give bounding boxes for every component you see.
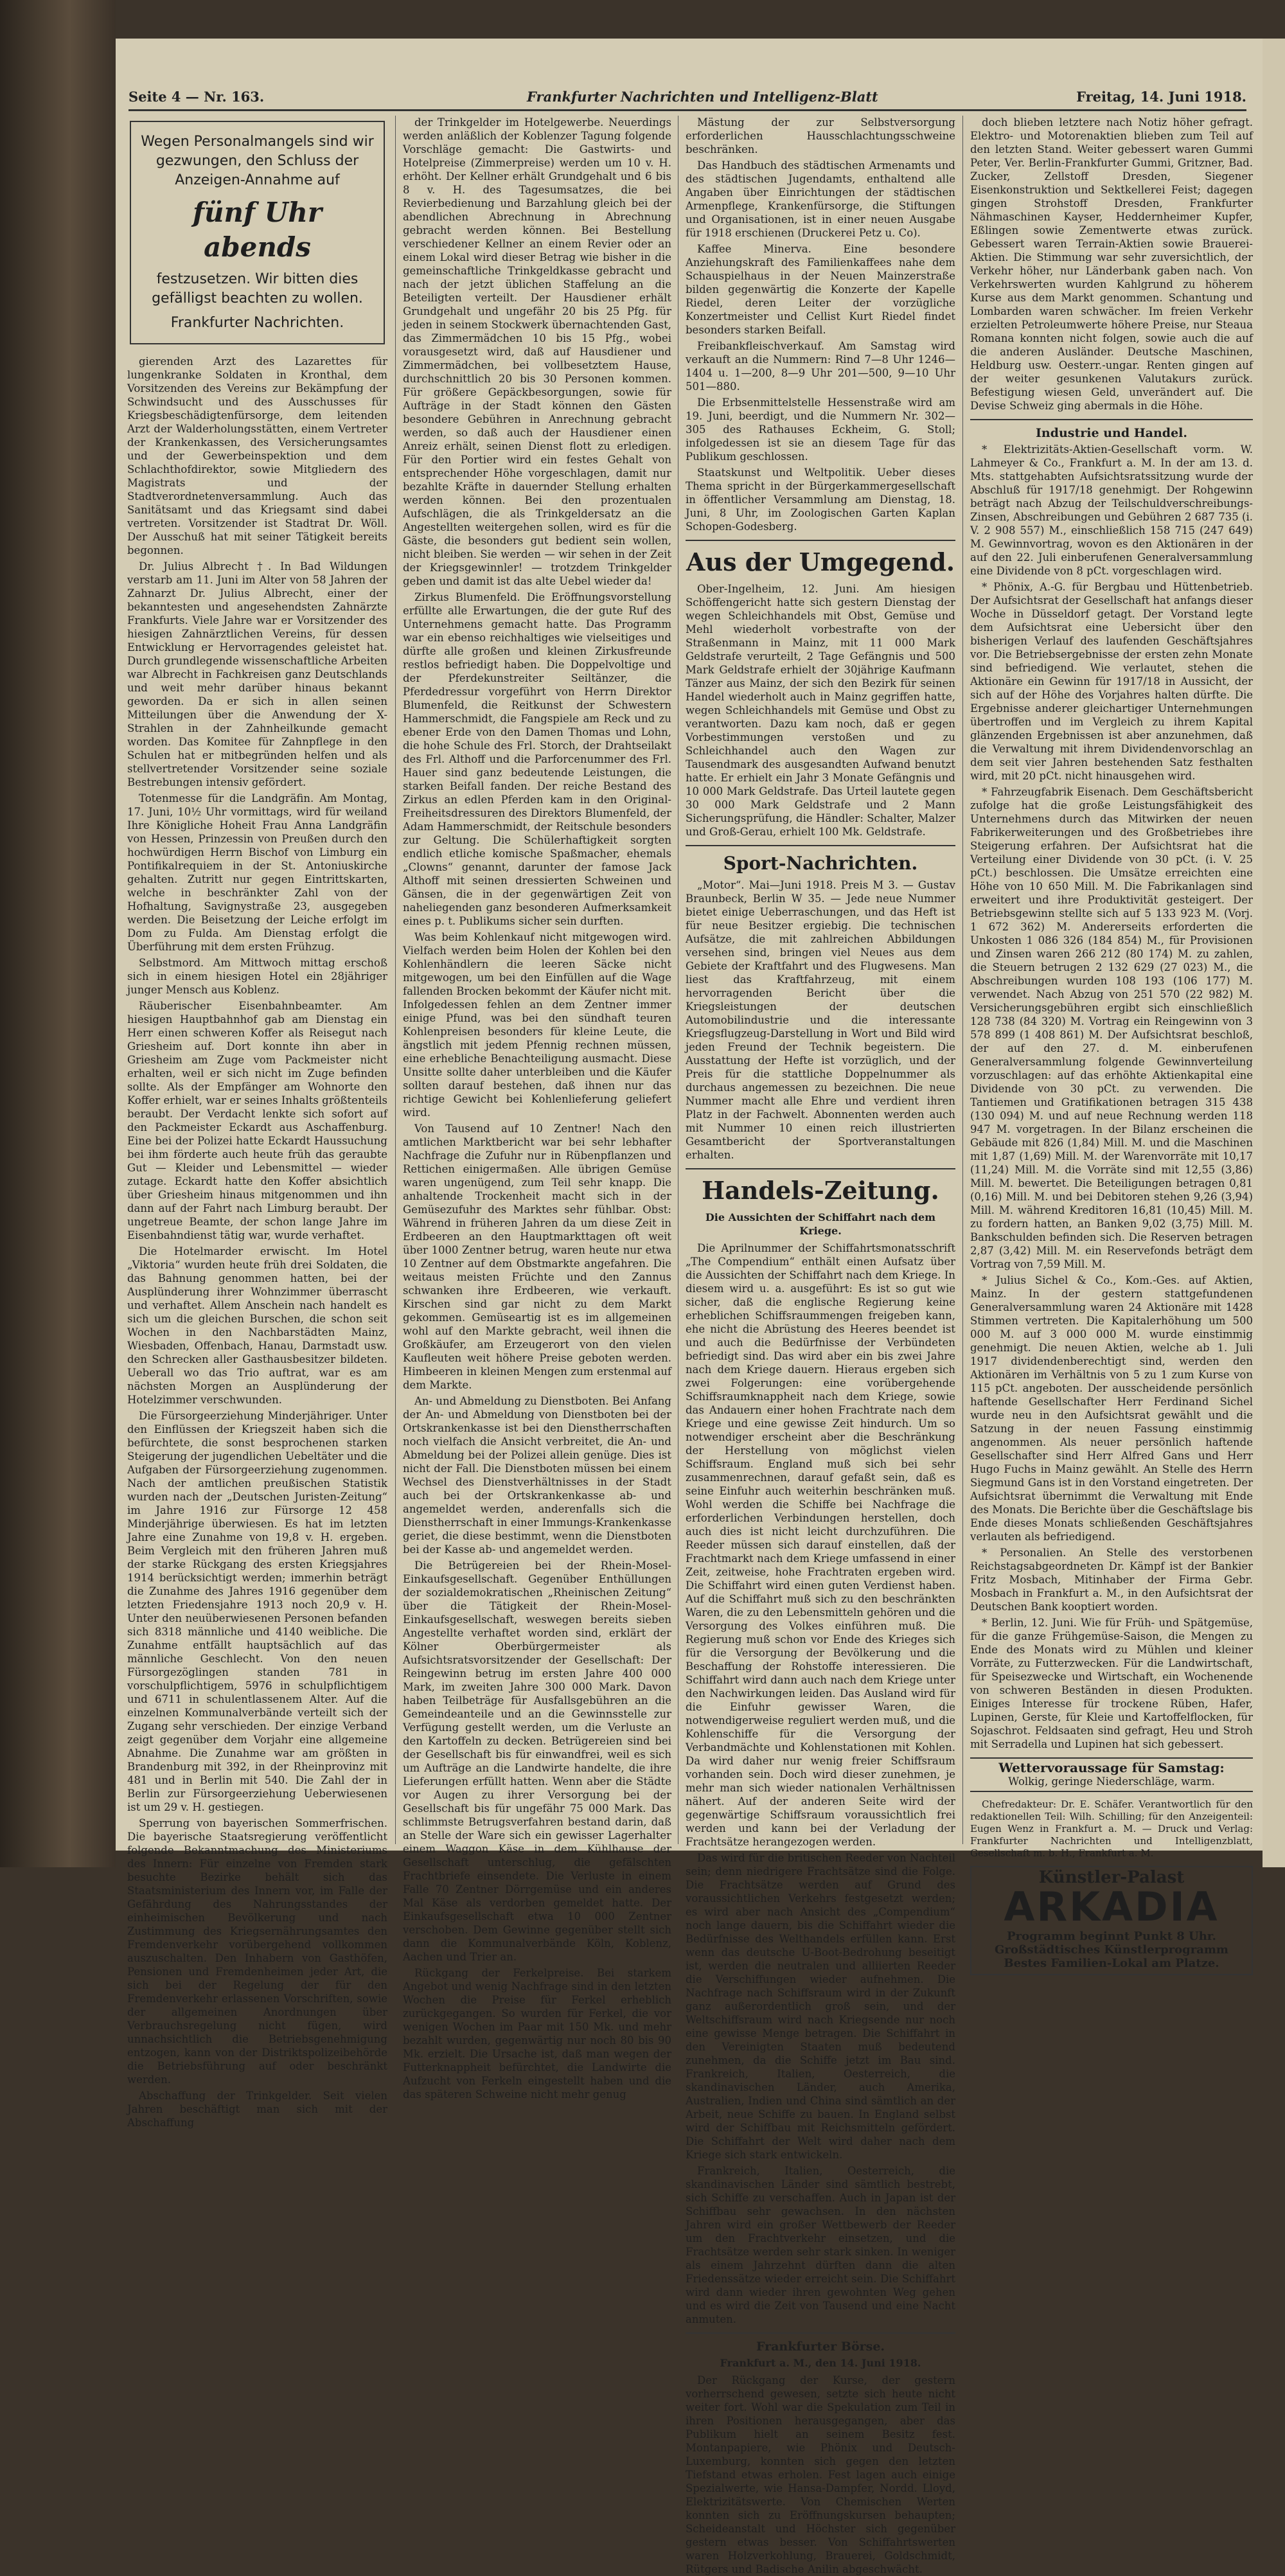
article-paragraph: * Julius Sichel & Co., Kom.-Ges. auf Aktien, Mainz. In der gestern stattgefundenen Generalversammlung waren 24 Aktionäre mit 1428 Stimmen vertreten. Die Kapitalerhöhung um 500 000 M. auf 3 000 000 M. wurde einstimmig genehmigt. Die neuen Aktien, welche ab 1. Juli 1917 dividendenberechtigt sind, werden den Aktionären im Verhältnis von 5 zu 1 zum Kurse von 115 pCt. angeboten. Der ausscheidende persönlich haftende Gesellschafter Herr Ferdinand Sichel wurde neu in den Aufsichtsrat gewählt und die Satzung in der neuen Fassung einstimmig angenommen. Als neuer persönlich haftende Gesellschafter sind Herr Alfred Gans und Herr Hugo Fuchs in Mainz gewählt. An Stelle des Herrn Siegmund Gans ist in den Vorstand eingetreten. Der Aufsichtsrat übernimmt die Verwaltung mit Ende des Monats. Die Berichte über die Geschäftslage bis Ende dieses Monats schließenden Geschäftsjahres verlauten als befriedigend. <box>970 1274 1253 1543</box>
article-paragraph: Die Hotelmarder erwischt. Im Hotel „Viktoria“ wurden heute früh drei Soldaten, die das Bahnung genommen hatten, bei der Ausplünderung ihrer Wohnzimmer überrascht und verhaftet. Allem Anschein nach handelt es sich um die gleichen Burschen, die schon seit Wochen in den Nachbarstädten Mainz, Wiesbaden, Offenbach, Hanau, Darmstadt usw. den Schrecken aller Gasthausbesitzer bildeten. Ueberall wo das Trio auftrat, war es am nächsten Morgen an Ausplünderung der Hotelzimmer verschwunden. <box>127 1245 387 1406</box>
column-divider <box>962 116 963 1844</box>
ad-title: ARKADIA <box>1004 1883 1219 1930</box>
ad-line: Großstädtisches Künstlerprogramm <box>995 1943 1228 1957</box>
article-paragraph: Selbstmord. Am Mittwoch mittag erschoß sich in einem hiesigen Hotel ein 28jähriger junger Mensch aus Koblenz. <box>127 957 387 996</box>
section-rule <box>686 2332 955 2334</box>
adjacent-page-edge <box>1263 39 1285 1867</box>
article-paragraph: doch blieben letztere nach Notiz höher gefragt. Elektro- und Motorenaktien blieben zum Teil auf den letzten Stand. Weiter gebessert waren Gummi Peter, Ver. Berlin-Frankfurter Gummi, Gritzner, Bad. Zucker, Zellstoff Dresden, Siegener Eisenkonstruktion und Sektkellerei Feist; dagegen gingen Strohstoff Dresden, Frankfurter Nähmaschinen Kayser, Heddernheimer Kupfer, Eßlingen sowie Zementwerte etwas zurück. Gebessert waren Terrain-Aktien sowie Brauerei-Aktien. Die Stimmung war sehr zuversichtlich, der Verkehr höher, nur Länderbank gaben nach. Von Verkehrswerten wurden Kahlgrund zu höherem Kurse aus dem Markt genommen. Schantung und Lombarden waren schwächer. Im freien Verkehr erzielten Petroleumwerte höhere Preise, nur Steaua Romana konnten nicht folgen, sowie auch die auf die anderen Ausländer. Deutsche Maschinen, Heldburg usw. Oesterr.-ungar. Renten gingen auf der weiter gesunkenen Valutakurs zurück. Befestigung wiesen Geld, unverändert auf. Die Devise Schweiz ging abermals in die Höhe. <box>970 116 1253 412</box>
article-paragraph: * Elektrizitäts-Aktien-Gesellschaft vorm. W. Lahmeyer & Co., Frankfurt a. M. In der am 13. d. Mts. stattgehabten Aufsichtsratssitzung wurde der Abschluß für 1917/18 genehmigt. Der Rohgewinn beträgt nach Abzug der Teilschuldverschreibungs-Zinsen, Abschreibungen und Gebühren 2 687 735 (i. V. 2 908 557) M., einschließlich 158 715 (247 649) M. Gewinnvortrag, wovon es den Aktionären in der auf den 22. Juli einberufenen Generalversammlung eine Dividende von 8 pCt. vorgeschlagen wird. <box>970 443 1253 577</box>
article-paragraph: Kaffee Minerva. Eine besondere Anziehungskraft des Familienkaffees nahe dem Schauspielhaus in der Neuen Mainzerstraße bilden gegenwärtig die Konzerte der Kapelle Riedel, deren Leiter der vorzügliche Konzertmeister und Cellist Kurt Riedel findet besonders starken Beifall. <box>686 243 955 336</box>
section-rule <box>686 1168 955 1169</box>
weather-box <box>970 1757 1253 1792</box>
page-header <box>128 89 1246 108</box>
article-paragraph: * Personalien. An Stelle des verstorbenen Reichstagsabgeordneten Dr. Kämpf ist der Bankier Fritz Mosbach, Mitinhaber der Firma Gebr. Mosbach in Frankfurt a. M., in den Aufsichtsrat der Deutschen Bank kooptiert worden. <box>970 1547 1253 1613</box>
weather-title: Wettervoraussage für Samstag: <box>998 1760 1225 1775</box>
article-paragraph: An- und Abmeldung zu Dienstboten. Bei Anfang der An- und Abmeldung von Dienstboten bei der Ortskrankenkasse ist bei den Dienstherrschaften noch vielfach die Ansicht verbreitet, die An- und Abmeldung bei der Polizei allein genüge. Dies ist nicht der Fall. Die Dienstboten müssen bei einem Wechsel des Dienstverhältnisses in der Stadt auch bei der Ortskrankenkasse ab- und angemeldet werden, anderenfalls sich die Dienstherrschaft in einer Immungs-Krankenkasse geriet, die diese bestimmt, wenn die Dienstboten bei der Kasse ab- und angemeldet werden. <box>403 1395 671 1556</box>
ad-line: Bestes Familien-Lokal am Platze. <box>1004 1957 1219 1970</box>
imprint: Chefredakteur: Dr. E. Schäfer. Verantwortlich für den redaktionellen Teil: Wilh. Schilling; für den Anzeigenteil: Eugen Wenz in Frankfurt a. M. — Druck und Verlag: Frankfurter Nachrichten und Intelligenzblatt, Gesellschaft m. b. H., Frankfurt a. M. <box>970 1799 1253 1859</box>
arkadia-advertisement <box>970 1866 1253 1975</box>
section-rule <box>686 540 955 541</box>
header-rule <box>128 109 1246 111</box>
header-masthead: Frankfurter Nachrichten und Intelligenz-Blatt <box>527 89 878 105</box>
article-paragraph: Das wird für die britischen Reeder von Nachteil sein; denn niedrigere Frachtsätze sind die Folge. Die Frachtsätze werden auf Grund des voraussichtlichen Verkehrs festgesetzt werden; es wird aber nach Ansicht des „Compendium“ noch lange dauern, bis die Schiffahrt wieder die Bedürfnisse des Welthandels erfüllen kann. Erst wenn das deutsche U-Boot-Bedrohung beseitigt ist, werden die neutralen und alliierten Reeder die Verschiffungen wieder aufnehmen. Die Nachfrage nach Schiffsraum wird in der Zukunft ganz außerordentlich groß sein, und der Weltschiffsraum wird nach Kriegsende nur noch eine gewisse Menge betragen. Die Schiffahrt in den Vereinigten Staaten muß bedeutend zunehmen, da die Schiffe jetzt im Bau sind. Frankreich, Italien, Oesterreich, die skandinavischen Länder, auch Amerika, Australien, Indien und China sind sämtlich an der Arbeit, neue Schiffe zu bauen. In England selbst wird der Schiffbau mit Reichsmitteln gefördert. Die Schiffahrt der Welt wird daher nach dem Kriege sich stark entwickeln. <box>686 1852 955 2161</box>
article-paragraph: * Fahrzeugfabrik Eisenach. Dem Geschäftsbericht zufolge hat die große Leistungsfähigkeit des Unternehmens durch das Mitwirken der neuen Fabrikerweiterungen und des Großbetriebes ihre Steigerung erfahren. Der Aufsichtsrat hat die Verteilung einer Dividende von 30 pCt. (i. V. 25 pCt.) beschlossen. Die Umsätze erreichten eine Höhe von 10 650 Mill. M. Die Fabrikanlagen sind erweitert und ihre Produktivität gesteigert. Der Betriebsgewinn stellte sich auf 5 133 923 M. (Vorj. 1 672 362) M. Andererseits erforderten die Unkosten 1 086 326 (184 854) M., für Provisionen und Zinsen waren 266 212 (80 174) M. zu zahlen, die Steuern betrugen 2 132 629 (27 023) M., die Abschreibungen wurden 108 193 (106 177) M. verwendet. Nach Abzug von 251 570 (22 982) M. Versicherungsgebühren ergibt sich einschließlich 128 738 (84 320) M. Vortrag ein Reingewinn von 3 578 899 (1 408 861) M. Der Aufsichtsrat beschloß, der auf den 27. d. M. einberufenen Generalversammlung folgende Gewinnverteilung vorzuschlagen: auf das erhöhte Aktienkapital eine Dividende von 30 pCt. zu verwenden. Die Tantiemen und Gratifikationen betragen 315 438 (130 094) M. und auf neue Rechnung werden 118 947 M. vorgetragen. In der Bilanz erscheinen die Gebäude mit 826 (1,84) Mill. M. und die Maschinen mit 1,87 (1,69) Mill. M. der Warenvorräte mit 10,17 (11,24) Mill. M. die Vorräte sind mit 12,55 (3,86) Mill. M. bewertet. Die Beteiligungen betragen 0,81 (0,16) Mill. M. und bei Debitoren stehen 9,26 (3,94) Mill. M. während Kreditoren 16,81 (10,45) Mill. M. zu fordern hatten, an Banken 9,02 (3,75) Mill. M. Bankschulden befinden sich. Die Reserven betragen 2,87 (3,42) Mill. M. ein Reservefonds beträgt dem Vortrag von 7,59 Mill. M. <box>970 786 1253 1270</box>
notice-signature: Frankfurter Nachrichten. <box>170 315 344 331</box>
article-paragraph: Die Erbsenmittelstelle Hessenstraße wird am 19. Juni, beerdigt, und die Nummern Nr. 302—305 des Rathauses Eckheim, G. Stoll; infolgedessen ist sie an diesem Tage für das Publikum geschlossen. <box>686 396 955 463</box>
article-paragraph: Rückgang der Ferkelpreise. Bei starkem Angebot und wenig Nachfrage sind in den letzten Wochen die Preise für Ferkel erheblich zurückgegangen. So wurden für Ferkel, die vor wenigen Wochen im Paar mit 150 Mk. und mehr bezahlt wurden, gegenwärtig nur noch 80 bis 90 Mk. erzielt. Die Ursache ist, daß man wegen der Futterknappheit befürchtet, die Landwirte die Aufzucht von Ferkeln eingestellt haben und die das späteren Schweine nicht mehr genug <box>403 1967 671 2101</box>
article-paragraph: „Motor“. Mai—Juni 1918. Preis M 3. — Gustav Braunbeck, Berlin W 35. — Jede neue Nummer bietet einige Ueberraschungen, und das Heft ist für neue Besitzer ergiebig. Die technischen Aufsätze, die mit zahlreichen Abbildungen versehen sind, bringen viel Neues aus dem Gebiete der Kraftfahrt und des Flugwesens. Man liest das Kraftfahrzeug, mit einem hervorragenden Bericht über die Kriegsleistungen der deutschen Automobilindustrie und die interessante Kriegsflugzeug-Darstellung in Wort und Bild wird jeden Freund der Technik begeistern. Die Ausstattung der Hefte ist vorzüglich, und der Preis für die stattliche Doppelnummer als durchaus angemessen zu bezeichnen. Die neue Nummer macht alle Ehre und verdient ihren Platz in der Fachwelt. Abonnenten werden auch mit Nummer 10 einen reich illustrierten Gesamtbericht der Sportveranstaltungen erhalten. <box>686 879 955 1161</box>
article-paragraph: Das Handbuch des städtischen Armenamts und des städtischen Jugendamts, enthaltend alle Angaben über Einrichtungen der städtischen Armenpflege, Krankenfürsorge, die Stiftungen und Organisationen, ist in einer neuen Ausgabe für 1918 erschienen (Druckerei Petz u. Co). <box>686 159 955 239</box>
notice-line1: Wegen Personalmangels sind wir gezwungen, den Schluss der Anzeigen-Annahme auf <box>141 134 374 188</box>
header-date: Freitag, 14. Juni 1918. <box>1076 89 1246 105</box>
article-paragraph: Die Aprilnummer der Schiffahrtsmonatsschrift „The Compendium“ enthält einen Aufsatz über die Aussichten der Schiffahrt nach dem Kriege. In diesem wird u. a. ausgeführt: Es ist so gut wie sicher, daß die englische Regierung keine erheblichen Schiffsraummengen freigeben kann, ehe nicht die Abrüstung des Heeres beendet ist und auch die Bedürfnisse der Verbündeten befriedigt sind. Das wird aber ein bis zwei Jahre nach dem Kriege dauern. Hieraus ergeben sich zwei Folgerungen: eine vorübergehende Schiffsraumknappheit nach dem Kriege, sowie das Andauern einer hohen Frachtrate nach dem Kriege und eine gewisse Zeit hindurch. Um so notwendiger erscheint aber die Beschränkung der Herstellung von möglichst vielen Schiffsraum. England muß sich bei sehr zusammenrechnen, darauf gefaßt sein, daß es seine Einfuhr auch weiterhin beschränken muß. Wohl werden die Schiffe bei Nachfrage die erforderlichen Verbindungen herstellen, doch auch dies ist nicht leicht durchzuführen. Die Reeder müssen sich darauf einstellen, daß der Frachtmarkt nach dem Kriege umfassend in einer Zeit, zeitweise, hohe Frachtraten ergeben wird. Die Schiffahrt wird einen guten Verdienst haben. Auf die Schiffahrt muß sich zu den beschränkten Waren, die zu den Lebensmitteln gehören und die Versorgung des Volkes einführen muß. Die Regierung muß schon vor Ende des Krieges sich für die Versorgung der Bevölkerung und die Beschaffung der Rohstoffe interessieren. Die Schiffahrt wird dann auch nach dem Kriege unter den Nachwirkungen leiden. Das Ausland wird für die Einfuhr gewisser Waren, die notwendigerweise reguliert werden muß, und die Kohlenschiffe für die Versorgung der Verbandmächte und Kohlenstationen mit Kohlen. Da wird daher nur wenig freier Schiffsraum vorhanden sein. Doch wird dieser zunehmen, je mehr man sich wieder nationalen Verhältnissen nähert. Auf der anderen Seite wird der gegenwärtige Schiffsraum voraussichtlich frei werden und kann bei der Verladung der Frachtsätze herangezogen werden. <box>686 1242 955 1848</box>
notice-line2: festzusetzen. Wir bitten dies gefälligst beachten zu wollen. <box>152 271 363 306</box>
article-paragraph: Abschaffung der Trinkgelder. Seit vielen Jahren beschäftigt man sich mit der Abschaffung <box>127 2090 387 2129</box>
column-1 <box>127 116 387 2129</box>
article-paragraph: gierenden Arzt des Lazarettes für lungenkranke Soldaten in Kronthal, dem Vorsitzenden des Vereins zur Bekämpfung der Schwindsucht und des Ausschusses für Kriegsbeschädigtenfürsorge, dem leitenden Arzt der Walderholungsstätten, einem Vertreter der Krankenkassen, des Versicherungsamtes und der Gewerbeinspektion und dem Schlachthofdirektor, sowie Mitgliedern des Magistrats und der Stadtverordnetenversammlung. Auch das Sanitätsamt und das Kriegsamt sind dabei vertreten. Vorsitzender ist Stadtrat Dr. Wöll. Der Ausschuß hat mit seiner Tätigkeit bereits begonnen. <box>127 355 387 556</box>
section-rule <box>970 419 1253 420</box>
section-title-umgegend: Aus der Umgegend. <box>686 547 955 576</box>
article-paragraph: Sperrung von bayerischen Sommerfrischen. Die bayerische Staatsregierung veröffentlicht folgende Bekanntmachung des Ministeriums des Innern: Für einzelne von Fremden stark besuchte Bezirke behält sich das Staatsministerium des Innern vor, im Falle der Gefährdung des Nahrungsstandes der einheimischen Bevölkerung und nach Zustimmung des Kriegsernährungsamtes den Fremdenverkehr vorübergehend vollkommen auszuschalten. Den Inhabern von Gasthöfen, Pensionen und Fremdenheimen jeder Art, die sich bei der Regelung der für den Fremdenverkehr erlassenen Vorschriften, sowie der allgemeinen Anordnungen über Verbrauchsregelung nicht fügen, wird unnachsichtlich die Betriebsgenehmigung entzogen, kann von der Distriktspolizeibehörde die Betriebsführung auf oder beschränkt werden. <box>127 1817 387 2086</box>
article-paragraph: Frankreich, Italien, Oesterreich, die skandinavischen Länder sind sämtlich bestrebt, sich Schiffe zu verschaffen. Auch in Japan ist der Schiffbau sehr gewachsen. In den nächsten Jahren wird ein großer Wettbewerb der Reeder um den Frachtverkehr einsetzen, und die Frachtsätze werden sehr stark sinken. In weniger als einem Jahrzehnt dürften dann die alten Friedenssätze wieder erreicht sein. Die Schiffahrt wird dann wieder ihren gewohnten Weg gehen und es wird die Zeit von Tausend und eine Nacht anmuten. <box>686 2165 955 2325</box>
article-paragraph: Mästung der zur Selbstversorgung erforderlichen Hausschlachtungsschweine beschränken. <box>686 116 955 155</box>
column-4 <box>970 116 1253 1970</box>
article-paragraph: der Trinkgelder im Hotelgewerbe. Neuerdings werden anläßlich der Koblenzer Tagung folgende Vorschläge gemacht: Die Gastwirts- und Hotelpreise (Zimmerpreise) werden um 10 v. H. erhöht. Der Kellner erhält Grundgehalt und 6 bis 8 v. H. des Tagesumsatzes, die bei Revierbedienung und Barzahlung gleich bei der abendlichen Abrechnung in Abrechnung gebracht werden können. Bei Bestellung verschiedener Kellner an einem Revier oder an einem Lokal wird dieser Betrag wie bisher in die gemeinschaftliche Trinkgeldkasse gebracht und nach der jetzt üblichen Staffelung an die Beteiligten verteilt. Der Hausdiener erhält Grundgehalt und ungefähr 20 bis 25 Pfg. für jeden in seinem Stockwerk übernachtenden Gast, das Zimmermädchen 10 bis 15 Pfg., wobei vorausgesetzt wird, daß auf Hausdiener und Zimmermädchen, bei vollbesetztem Hause, durchschnittlich 20 bis 30 Personen kommen. Für größere Gepäckbesorgungen, sowie für Aufträge in der Stadt können den Gästen besondere Gebühren in Anrechnung gebracht werden, so daß auch der Hausdiener einen Anreiz erhält, seinen Dienst flott zu erledigen. Für den Portier wird ein festes Gehalt von entsprechender Höhe vorgeschlagen, damit nur bezahlte Kräfte in dauernder Stellung erhalten werden können. Bei den prozentualen Aufschlägen, die als Trinkgeldersatz an die Angestellten weitergehen sollen, wird es für die Gäste, die besonders gut bedient sein wollen, nicht bleiben. Sie werden — wir sehen in der Zeit der Kriegsgewinnler! — trotzdem Trinkgelder geben und damit ist das alte Uebel wieder da! <box>403 116 671 587</box>
section-subtitle: Die Aussichten der Schiffahrt nach dem Kriege. <box>705 1211 936 1237</box>
article-paragraph: Der Rückgang der Kurse, der gestern vorherrschend gewesen, setzte sich heute nicht weiter fort. Wohl war die Spekulation zum Teil in ihren Positionen herausgegangen, aber das Publikum hielt an seinem Besitz fest. Montanpapiere, wie Phönix und Deutsch-Luxemburg, konnten sich gegen den letzten Tiefstand etwas erholen. Fest lagen auch einige Spezialwerte, wie Hansa-Dampfer, Nordd. Lloyd, Elektrizitätswerte. Von Chemischen Werten konnten sich zu Eröffnungskursen behaupten; Scheideanstalt und Höchster sich gegenüber gestern etwas besser. Von Schiffahrtswerten waren Holzverkohlung, Brauerei, Goldschmidt, Rütgers und Badische Anilin abgeschwächt. <box>686 2374 955 2575</box>
article-paragraph: Dr. Julius Albrecht †. In Bad Wildungen verstarb am 11. Juni im Alter von 58 Jahren der Zahnarzt Dr. Julius Albrecht, einer der bekanntesten und angesehendsten Zahnärzte Frankfurts. Viele Jahre war er Vorsitzender des hiesigen Zahnärztlichen Vereins, für dessen Entwicklung er Hervorragendes geleistet hat. Durch grundlegende wissenschaftliche Arbeiten war Albrecht in Fachkreisen ganz Deutschlands und weit mehr darüber hinaus bekannt geworden. Da er sich in allen seinen Mitteilungen über die Anwendung der X-Strahlen in der Zahnheilkunde gemacht worden. Das Komitee für Zahnpflege in den Schulen hat er mitbegründen helfen und als stellvertretender Vorsitzender seine soziale Bestrebungen intensiv gefördert. <box>127 560 387 788</box>
article-paragraph: Was beim Kohlenkauf nicht mitgewogen wird. Vielfach werden beim Holen der Kohlen bei den Kohlenhändlern die leeren Säcke nicht mitgewogen, um bei den Einfüllen auf die Wage fallenden Brocken bekommt der Käufer nicht mit. Infolgedessen fehlen an dem Zentner immer einige Pfund, was bei den sündhaft teuren Kohlenpreisen besonders für kleine Leute, die ängstlich mit jedem Pfennig rechnen müssen, eine erhebliche Benachteiligung ausmacht. Diese Unsitte sollte daher unterbleiben und die Käufer sollten darauf bestehen, daß ihnen nur das richtige Gewicht bei Kohlenlieferung geliefert wird. <box>403 931 671 1119</box>
notice-box <box>130 121 385 344</box>
section-title-handel: Handels-Zeitung. <box>702 1176 939 1205</box>
notice-emphasis: fünf Uhr abends <box>192 197 323 263</box>
article-paragraph: Zirkus Blumenfeld. Die Eröffnungsvorstellung erfüllte alle Erwartungen, die der gute Ruf des Unternehmens gemacht hatte. Das Programm war ein ebenso reichhaltiges wie vielseitiges und dürfte alle großen und kleinen Zirkusfreunde restlos befriedigt haben. Die Doppelvoltige und der Pferdekunstreiter Seiltänzer, die Pferdedressur vorgeführt von Herrn Direktor Blumenfeld, die Reitkunst der Schwestern Hammerschmidt, die Fangspiele am Reck und zu ebener Erde von den Damen Thomas und Lohn, die hohe Schule des Frl. Storch, der Drahtseilakt des Frl. Althoff und die Parforcenummer des Frl. Hauer sind ganz bedeutende Leistungen, die starken Beifall fanden. Der reiche Bestand des Zirkus an edlen Pferden kam in den Original-Freiheitsdressuren des Direktors Blumenfeld, der Adam Hammerschmidt, der Reitschule besonders zur Geltung. Die Schülerhaftigkeit sorgten endlich etliche komische Spaßmacher, ehemals „Clowns“ genannt, darunter der famose Jack Althoff mit seinen dressierten Schweinen und Gänsen, die in der gegenwärtigen Zeit von naheliegenden ganz besonderen Aufmerksamkeit eines p. t. Publikums sicher sein durften. <box>403 591 671 927</box>
section-title-sport: Sport-Nachrichten. <box>723 853 918 874</box>
column-3 <box>686 116 955 2575</box>
article-paragraph: Totenmesse für die Landgräfin. Am Montag, 17. Juni, 10½ Uhr vormittags, wird für weiland Ihre Königliche Hoheit Frau Anna Landgräfin von Hessen, Prinzessin von Preußen durch den hochwürdigen Herrn Bischof von Limburg ein Pontifikalrequiem in der St. Antoniuskirche gehalten. Zutritt nur gegen Eintrittskarten, welche in beschränkter Zahl von der Hofhaltung, Savignystraße 23, ausgegeben werden. Die Beisetzung der Leiche erfolgt im Dom zu Fulda. Am Dienstag erfolgt die Überführung mit dem ersten Frühzug. <box>127 792 387 953</box>
header-page-number: Seite 4 — Nr. 163. <box>128 89 265 105</box>
weather-forecast: Wolkig, geringe Niederschläge, warm. <box>1008 1775 1215 1788</box>
section-title-industrie: Industrie und Handel. <box>1035 426 1187 440</box>
book-binding <box>0 0 116 1867</box>
article-paragraph: Staatskunst und Weltpolitik. Ueber dieses Thema spricht in der Bürgerkammergesellschaft in öffentlicher Versammlung am Dienstag, 18. Juni, 8 Uhr, im Zoologischen Garten Kaplan Schopen-Godesberg. <box>686 466 955 533</box>
section-title-boerse: Frankfurter Börse. <box>756 2340 885 2354</box>
article-paragraph: Ober-Ingelheim, 12. Juni. Am hiesigen Schöffengericht hatte sich gestern Dienstag der wegen Schleichhandels mit Obst, Gemüse und Mehl wiederholt vorbestrafte von der Straßenmann in Mainz, mit 11 000 Mark Geldstrafe verurteilt, 2 Tage Gefängnis und 500 Mark Geldstrafe erhielt der 30jährige Kaufmann Tänzer aus Mainz, der sich den Bezirk für seinen Handel wiederholt auch in Mainz gegriffen hatte, wegen Schleichhandels mit Gemüse und Obst zu verantworten. Dazu kam noch, daß er gegen Vorbestimmungen verstoßen und zu Schleichhandel auch den Wagen zur Tausendmark des ausgesandten Aufwand benutzt hatte. Er erhielt ein Jahr 3 Monate Gefängnis und 10 000 Mark Geldstrafe. Das Urteil lautete gegen 30 000 Mark Geldstrafe und 2 Mann Sicherungsprüfung, die Händler: Schalter, Malzer und Groß-Gerau, erhielt 100 Mk. Geldstrafe. <box>686 583 955 838</box>
article-paragraph: Von Tausend auf 10 Zentner! Nach den amtlichen Marktbericht war bei sehr lebhafter Nachfrage die Zufuhr nur in Rübenpflanzen und Rettichen einigermaßen. Alle übrigen Gemüse waren ungenügend, zum Teil sehr knapp. Die anhaltende Trockenheit macht sich in der Gemüsezufuhr des Marktes sehr fühlbar. Obst: Während in früheren Jahren da um diese Zeit in Erdbeeren an den Hauptmarkttagen oft weit über 1000 Zentner betrug, waren heute nur etwa 10 Zentner auf dem Obstmarkte angefahren. Die weitaus meisten Früchte und den Zannus schwanken ihre Erdbeeren, wie verkauft. Kirschen sind gar nicht zu dem Markt gekommen. Gemüseartig ist es im allgemeinen wohl auf den Markte gebracht, weil ihnen die Großkäufer, am Erzeugerort von den vielen Kaufleuten weit höhere Preise geboten werden. Himbeeren in kleinen Mengen zum erstenmal auf dem Markte. <box>403 1123 671 1391</box>
article-paragraph: * Berlin, 12. Juni. Wie für Früh- und Spätgemüse, für die ganze Frühgemüse-Saison, die Mengen zu Ende des Monats wird zu Mühlen und kleiner Vorräte, zu Futterzwecken. Für die Landwirtschaft, für Speisezwecke und Wirtschaft, ein Wochenende von schweren Beständen in diesen Produkten. Einiges Interesse für trockene Rüben, Hafer, Lupinen, Gerste, für Kleie und Kartoffelflocken, für Sojaschrot. Feldsaaten sind gefragt, Heu und Stroh mit Serradella und Lupinen hat sich gebessert. <box>970 1617 1253 1750</box>
article-paragraph: * Phönix, A.-G. für Bergbau und Hüttenbetrieb. Der Aufsichtsrat der Gesellschaft hat anfangs dieser Woche in Düsseldorf getagt. Der Vorstand legte dem Aufsichtsrat eine Uebersicht über den bisherigen Verlauf des laufenden Geschäftsjahres vor. Die Betriebsergebnisse der ersten zehn Monate sind befriedigend. Wie verlautet, stehen die Aktionäre ein Gewinn für 1917/18 in Aussicht, der sich auf der Höhe des Vorjahres halten dürfte. Die Ergebnisse anderer gleichartiger Unternehmungen übertroffen und im Vergleich zu ihrem Kapital glänzenden Ergebnissen ist aber anzunehmen, daß die Verwaltung mit ihrem Dividendenvorschlag an dem seit vier Jahren bestehenden Satz festhalten wird, mit 20 pCt. nicht hinausgehen wird. <box>970 581 1253 782</box>
article-paragraph: Freibankfleischverkauf. Am Samstag wird verkauft an die Nummern: Rind 7—8 Uhr 1246—1404 u. 1—200, 8—9 Uhr 201—500, 9—10 Uhr 501—880. <box>686 340 955 393</box>
newspaper-page <box>116 39 1263 2575</box>
section-rule <box>686 845 955 846</box>
column-2 <box>403 116 671 2101</box>
article-paragraph: Die Fürsorgeerziehung Minderjähriger. Unter den Einflüssen der Kriegszeit haben sich die befürchtete, die sonst besprochenen starken Steigerung der jugendlichen Uebeltäter und die Aufgaben der Fürsorgeerziehung zugenommen. Nach der amtlichen preußischen Statistik wurden nach der „Deutschen Juristen-Zeitung“ im Jahre 1916 zur Fürsorge 12 458 Minderjährige überwiesen. Es hat im letzten Jahre eine Zunahme von 19,8 v. H. ergeben. Beim Vergleich mit den früheren Jahren muß der starke Rückgang des ersten Kriegsjahres 1914 berücksichtigt werden; immerhin beträgt die Zunahme des Jahres 1916 gegenüber dem letzten Friedensjahre 1913 noch 20,9 v. H. Unter den neuüberwiesenen Personen befanden sich 8318 männliche und 4140 weibliche. Die Zunahme entfällt hauptsächlich auf das männliche Geschlecht. Von den neuen Fürsorgezöglingen standen 781 in vorschulpflichtigem, 5976 in schulpflichtigem und 6711 in schulentlassenem Alter. Auf die einzelnen Kommunalverbände verteilt sich der Zugang sehr verschieden. Der einzige Verband zeigt gegenüber dem Vorjahr eine allgemeine Abnahme. Die Zunahme war am größten in Brandenburg mit 392, in der Rheinprovinz mit 481 und in Berlin mit 540. Die Zahl der in Berlin zur Fürsorgeerziehung Ueberwiesenen ist um 29 v. H. gestiegen. <box>127 1410 387 1813</box>
ad-line: Programm beginnt Punkt 8 Uhr. <box>1007 1930 1216 1943</box>
article-paragraph: Räuberischer Eisenbahnbeamter. Am hiesigen Hauptbahnhof gab am Dienstag ein Herr einen schweren Koffer als Reisegut nach Griesheim auf. Dort konnte ihn aber in Griesheim am Zuge vom Packmeister nicht erhalten, weil er sich nicht im Zuge befinden sollte. Als der Empfänger am Wohnorte den Koffer erhielt, war er seines Inhalts größtenteils beraubt. Der Verdacht lenkte sich sofort auf den Packmeister Eckardt aus Aschaffenburg. Eine bei der Polizei hatte Eckardt Haussuchung bei ihm förderte auch heute früh das geraubte Gut — Kleider und Lebensmittel — wieder zutage. Eckardt hatte den Koffer absichtlich über Griesheim hinaus mitgenommen und ihn dann auf der Fahrt nach Limburg beraubt. Der ungetreue Beamte, der schon lange Jahre im Eisenbahndienst tätig war, wurde verhaftet. <box>127 1000 387 1241</box>
ad-heading: Künstler-Palast <box>1038 1868 1185 1887</box>
article-paragraph: Die Betrügereien bei der Rhein-Mosel-Einkaufsgesellschaft. Gegenüber Enthüllungen der sozialdemokratischen „Rheinischen Zeitung“ über die Tätigkeit der Rhein-Mosel-Einkaufsgesellschaft, weswegen bereits sieben Angestellte verhaftet worden sind, erklärt der Kölner Oberbürgermeister als Aufsichtsratsvorsitzender der Gesellschaft: Der Reingewinn betrug im ersten Jahre 400 000 Mark, im zweiten Jahre 300 000 Mark. Davon haben Teilbeträge für Ausfallsgebühren an die Gemeindeanteile und an die Gewinnsstelle zur Verfügung gestellt werden, um die Verluste an den Kartoffeln zu decken. Betrügereien sind bei der Gesellschaft bis für einwandfrei, weil es sich um Aufträge an die Landwirte handelte, die ihre Lieferungen erfüllt hatten. Wenn aber die Städte vor Augen zu ihrer Versorgung bei der Gesellschaft bis für ungefähr 75 000 Mark. Das schlimmste Betrugsverfahren bestand darin, daß an Stelle der Ware sich ein gewisser Lagerhalter einem Waggon Käse in dem Kühlhause der Gesellschaft unterschlug, die gefälschten Frachtbriefe einsendete. Die Verluste in einem Falle 70 Zentner Dörrgemüse und ein anderes Mal Käse als verdorben gemeldet hatte. Der Einkaufsgesellschaft etwa 10 000 Zentner verschoben. Dem Gewinne gegenüber stellt sich dann die Kommunalverbände Köln, Koblenz, Aachen und Trier an. <box>403 1559 671 1963</box>
column-divider <box>395 116 396 1844</box>
boerse-dateline: Frankfurt a. M., den 14. Juni 1918. <box>720 2357 921 2369</box>
